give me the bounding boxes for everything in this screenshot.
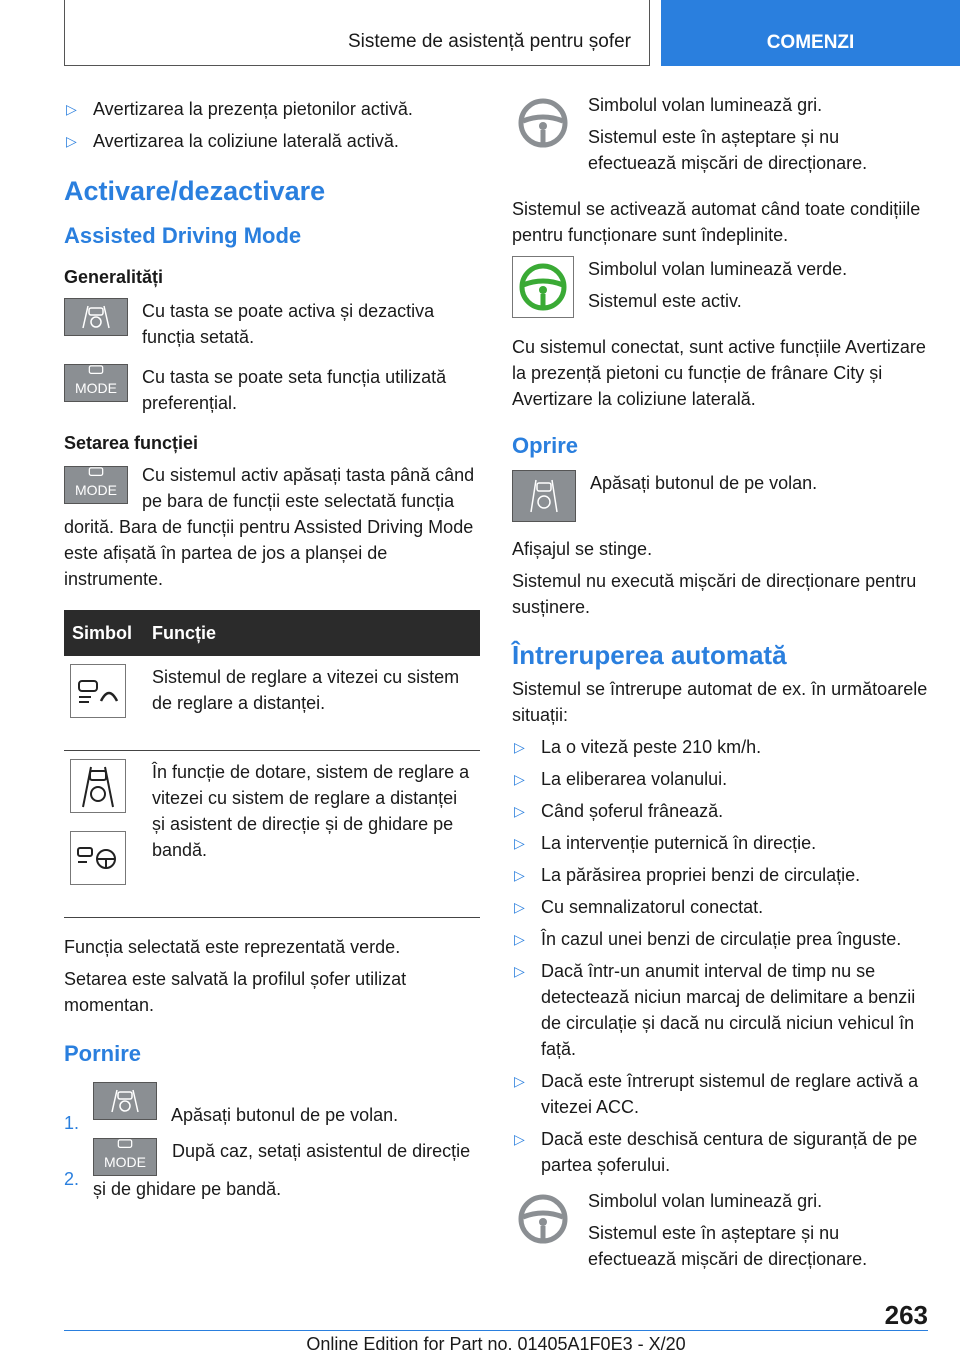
section-header-box xyxy=(64,0,650,66)
mode-button-icon: MODE xyxy=(64,364,128,402)
chapter-tab-label: COMENZI xyxy=(766,32,855,53)
step-item: 2. MODE După caz, setați asistentul de direcție și de ghidare pe bandă. xyxy=(64,1138,480,1202)
heading-assisted-driving-mode: Assisted Driving Mode xyxy=(64,223,302,248)
lane-assist-button-icon xyxy=(93,1082,157,1120)
lane-assist-button-icon xyxy=(64,298,128,336)
bullet-triangle-icon: ▷ xyxy=(514,835,525,851)
list-item: ▷ Când șoferul frânează. xyxy=(512,798,928,824)
heading-start: Pornire xyxy=(64,1041,142,1066)
stop-after-text: Sistemul nu execută mișcări de direcționare pentru susținere. xyxy=(512,571,917,617)
gray-wheel-block: Simbolul volan luminează gri. Sistemul este în așteptare și nu efectuează mișcări de direcționare. xyxy=(512,1188,928,1278)
heading-activation: Activare/dezactivare xyxy=(64,176,326,206)
after-table-text: Funcția selectată este reprezentată verde. xyxy=(64,937,401,957)
setting-paragraph: MODE Cu sistemul activ apăsați tasta până când pe bara de funcții este selectată funcția dorită. Bara de funcții pentru Assisted Driving Mode este afișată în partea de jos a planșei de instrumente. xyxy=(64,465,475,589)
lane-assist-icon xyxy=(70,759,126,813)
page-header xyxy=(0,0,960,66)
list-item: ▷ La o viteză peste 210 km/h. xyxy=(512,734,928,760)
bullet-triangle-icon: ▷ xyxy=(514,803,525,819)
list-item: ▷ La părăsirea propriei benzi de circulație. xyxy=(512,862,928,888)
bullet-triangle-icon: ▷ xyxy=(66,101,77,117)
bullet-triangle-icon: ▷ xyxy=(514,1073,525,1089)
table-header-function: Funcție xyxy=(144,610,480,656)
bullet-triangle-icon: ▷ xyxy=(66,133,77,149)
stop-after-text: Afișajul se stinge. xyxy=(512,539,653,559)
table-row: Sistemul de reglare a vitezei cu sistem de reglare a distanței. xyxy=(64,656,480,751)
chapter-tab[interactable] xyxy=(661,0,960,66)
bullet-triangle-icon: ▷ xyxy=(514,771,525,787)
general-item-2: MODE Cu tasta se poate seta funcția utilizată preferențial. xyxy=(64,364,480,416)
list-item: ▷ Dacă este deschisă centura de siguranță de pe partea șoferului. xyxy=(512,1126,928,1178)
step-item: 1. Apăsați butonul de pe volan. xyxy=(64,1082,480,1120)
lane-assist-button-icon xyxy=(512,470,576,522)
list-item: ▷ Dacă este întrerupt sistemul de reglare activă a vitezei ACC. xyxy=(512,1068,928,1120)
table-row: În funcție de dotare, sistem de reglare a vitezei cu sistem de reglare a distanței și asistent de direcție și de ghidare pe bandă. xyxy=(64,751,480,918)
active-functions-text: Cu sistemul conectat, sunt active funcțiile Avertizare la prezență pietoni cu funcție de frânare City și Avertizare la coliziune laterală. xyxy=(512,337,926,409)
gray-wheel-block: Simbolul volan luminează gri. Sistemul este în așteptare și nu efectuează mișcări de direcționare. xyxy=(512,92,928,182)
mode-button-icon: MODE xyxy=(93,1138,157,1176)
bullet-triangle-icon: ▷ xyxy=(514,739,525,755)
list-item: ▷ Avertizarea la coliziune laterală activă. xyxy=(64,128,480,154)
bullet-triangle-icon: ▷ xyxy=(514,867,525,883)
green-wheel-block: Simbolul volan luminează verde. Sistemul este activ. xyxy=(512,256,928,320)
bullet-triangle-icon: ▷ xyxy=(514,931,525,947)
heading-stop: Oprire xyxy=(512,433,579,458)
steering-wheel-icon xyxy=(512,1188,574,1250)
list-item: ▷ Avertizarea la prezența pietonilor activă. xyxy=(64,96,480,122)
section-title: Sisteme de asistență pentru șofer xyxy=(347,31,631,52)
list-item: ▷ Dacă într-un anumit interval de timp nu se detectează niciun marcaj de delimitare a benzii de circulație și dacă nu circulă niciun vehicul în față. xyxy=(512,958,928,1062)
steering-wheel-icon xyxy=(512,92,574,154)
right-column xyxy=(512,92,928,1292)
acc-distance-icon xyxy=(70,664,126,718)
bullet-triangle-icon: ▷ xyxy=(514,899,525,915)
heading-setting: Setarea funcției xyxy=(64,433,199,453)
stop-block: Apăsați butonul de pe volan. xyxy=(512,470,928,522)
steering-wheel-icon xyxy=(512,256,574,318)
edition-text: Online Edition for Part no. 01405A1F0E3 - X/20 xyxy=(306,1334,686,1354)
symbol-table xyxy=(64,610,480,918)
left-column xyxy=(64,96,480,1212)
list-item: ▷ Cu semnalizatorul conectat. xyxy=(512,894,928,920)
list-item: ▷ La eliberarea volanului. xyxy=(512,766,928,792)
heading-auto-interruption: Întreruperea automată xyxy=(512,640,787,670)
list-item: ▷ În cazul unei benzi de circulație prea înguste. xyxy=(512,926,928,952)
page-number: 263 xyxy=(884,1300,928,1330)
bullet-triangle-icon: ▷ xyxy=(514,963,525,979)
auto-intro-text: Sistemul se întrerupe automat de ex. în următoarele situații: xyxy=(512,679,928,725)
after-table-text: Setarea este salvată la profilul șofer utilizat momentan. xyxy=(64,969,407,1015)
heading-general: Generalități xyxy=(64,267,164,287)
mode-button-icon: MODE xyxy=(64,466,128,504)
general-item-1: Cu tasta se poate activa și dezactiva funcția setată. xyxy=(64,298,480,350)
list-item: ▷ La intervenție puternică în direcție. xyxy=(512,830,928,856)
auto-activation-text: Sistemul se activează automat când toate condițiile pentru funcționare sunt îndeplinite. xyxy=(512,199,921,245)
bullet-triangle-icon: ▷ xyxy=(514,1131,525,1147)
footer-divider xyxy=(64,1330,928,1331)
lane-wheel-icon xyxy=(70,831,126,885)
table-header-symbol: Simbol xyxy=(64,610,144,656)
